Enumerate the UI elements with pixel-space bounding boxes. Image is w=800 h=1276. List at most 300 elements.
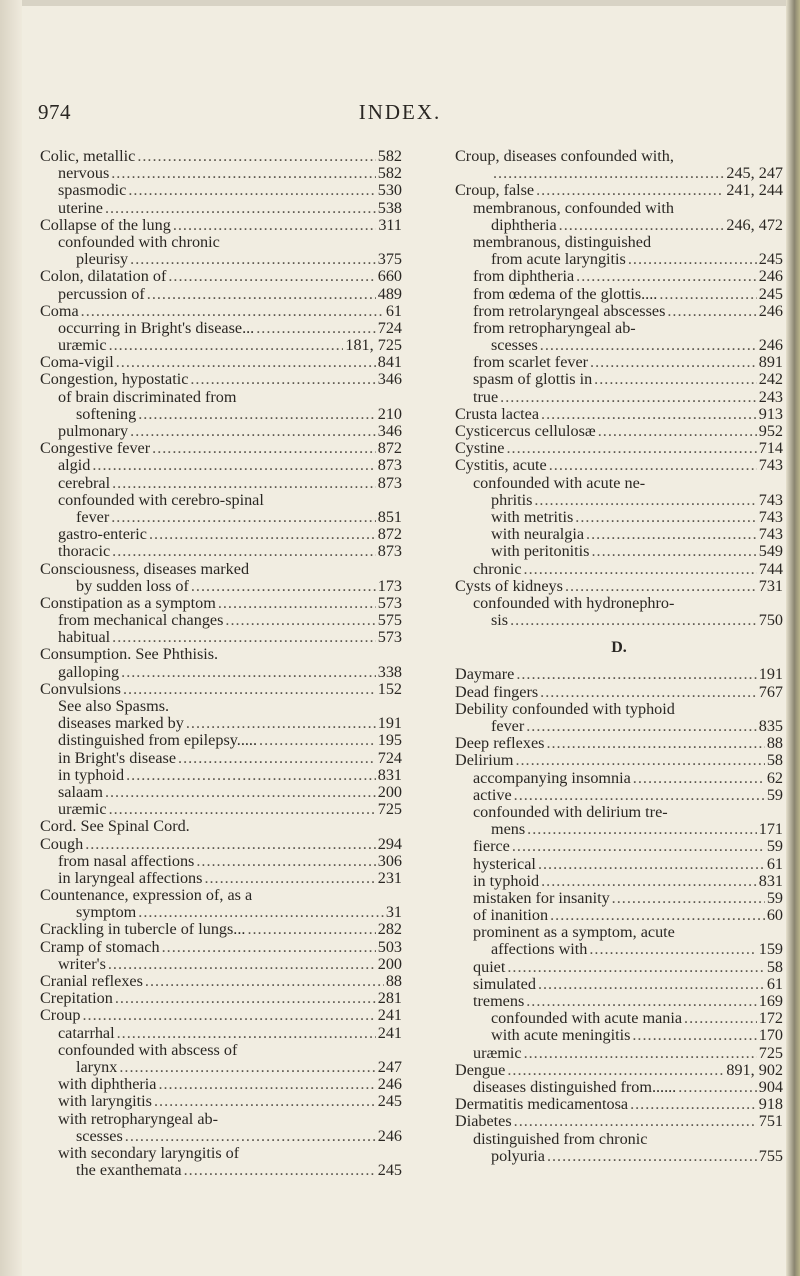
index-entry-text: pleurisy xyxy=(76,250,129,269)
index-entry-page: 306 xyxy=(377,851,402,870)
index-entry-page: 724 xyxy=(377,748,402,767)
leader-dots xyxy=(538,856,765,873)
index-entry-text: occurring in Bright's disease... xyxy=(58,318,255,337)
index-entry-page: 660 xyxy=(377,267,402,286)
index-entry xyxy=(455,941,783,958)
index-entry-text: membranous, confounded with xyxy=(473,198,674,217)
index-entry-page: 872 xyxy=(377,525,402,544)
index-entry xyxy=(455,268,783,285)
leader-dots xyxy=(526,993,756,1010)
index-entry-page: 241 xyxy=(377,1023,402,1042)
leader-dots xyxy=(590,354,757,371)
index-entry-page: 573 xyxy=(377,593,402,612)
index-entry-text: with retropharyngeal ab- xyxy=(58,1109,219,1128)
index-entry xyxy=(40,818,402,835)
index-entry xyxy=(40,732,402,749)
leader-dots xyxy=(547,1148,757,1165)
index-entry xyxy=(40,561,402,578)
index-entry-page: 246 xyxy=(758,301,783,320)
index-entry xyxy=(455,148,783,165)
index-entry-page: 873 xyxy=(377,456,402,475)
right-index-column xyxy=(455,148,783,1165)
leader-dots xyxy=(541,406,757,423)
index-entry-page: 731 xyxy=(758,576,783,595)
index-entry-text: with diphtheria xyxy=(58,1075,157,1094)
index-entry xyxy=(40,887,402,904)
index-entry-text: Cysts of kidneys xyxy=(455,576,563,595)
index-entry xyxy=(40,526,402,543)
index-entry xyxy=(455,1062,783,1079)
index-entry-page: 724 xyxy=(377,318,402,337)
leader-dots xyxy=(500,389,757,406)
leader-dots xyxy=(112,629,376,646)
index-entry-text: fever xyxy=(76,507,110,526)
leader-dots xyxy=(116,354,376,371)
leader-dots xyxy=(510,612,757,629)
index-entry-page: 88 xyxy=(766,734,783,753)
index-entry-page: 191 xyxy=(758,665,783,684)
index-entry-text: cerebral xyxy=(58,473,111,492)
index-entry xyxy=(455,217,783,234)
index-entry-text: affections with xyxy=(491,940,588,959)
index-entry-text: confounded with abscess of xyxy=(58,1040,238,1059)
leader-dots xyxy=(536,182,724,199)
index-entry-text: in typhoid xyxy=(473,871,540,890)
index-entry-page: 231 xyxy=(377,868,402,887)
index-entry-page: 200 xyxy=(377,954,402,973)
leader-dots xyxy=(109,337,344,354)
index-entry xyxy=(40,904,402,921)
index-entry-page: 743 xyxy=(758,525,783,544)
leader-dots xyxy=(112,543,376,560)
index-entry xyxy=(40,784,402,801)
index-entry xyxy=(40,921,402,938)
leader-dots xyxy=(112,475,376,492)
index-entry-text: percussion of xyxy=(58,284,145,303)
index-entry-text: Cysticercus cellulosæ xyxy=(455,422,596,440)
index-entry-text: pulmonary xyxy=(58,422,129,440)
index-entry xyxy=(40,853,402,870)
index-entry-page: 245 xyxy=(377,1161,402,1180)
index-entry-page: 582 xyxy=(377,147,402,165)
index-entry-text: Coma xyxy=(40,301,79,320)
index-entry-page: 62 xyxy=(766,768,783,787)
leader-dots xyxy=(559,217,725,234)
index-entry-text: the exanthemata xyxy=(76,1161,182,1180)
index-entry-page: 891, 902 xyxy=(726,1060,783,1079)
index-entry xyxy=(455,371,783,388)
leader-dots xyxy=(550,907,765,924)
index-entry-page: 346 xyxy=(377,422,402,440)
index-entry xyxy=(455,561,783,578)
index-entry-page: 755 xyxy=(758,1146,783,1165)
index-entry xyxy=(40,698,402,715)
leader-dots xyxy=(527,821,757,838)
index-entry-page: 549 xyxy=(758,542,783,561)
leader-dots xyxy=(598,423,757,440)
index-entry-text: scesses xyxy=(491,336,538,355)
leader-dots xyxy=(549,457,757,474)
index-entry-text: active xyxy=(473,785,512,804)
leader-dots xyxy=(659,286,756,303)
index-entry-text: spasm of glottis in xyxy=(473,370,593,389)
index-entry xyxy=(455,423,783,440)
index-entry xyxy=(40,234,402,251)
index-entry-text: quiet xyxy=(473,957,506,976)
index-entry-text: catarrhal xyxy=(58,1023,115,1042)
index-entry-page: 247 xyxy=(377,1057,402,1076)
index-entry xyxy=(40,200,402,217)
index-entry-page: 241 xyxy=(377,1006,402,1025)
index-entry xyxy=(40,1025,402,1042)
leader-dots xyxy=(589,941,756,958)
leader-dots xyxy=(524,561,757,578)
index-entry xyxy=(455,200,783,217)
index-entry-page: 767 xyxy=(758,682,783,701)
index-entry xyxy=(455,752,783,769)
index-entry-page: 725 xyxy=(377,800,402,819)
index-entry xyxy=(40,406,402,423)
index-entry-text: confounded with chronic xyxy=(58,232,220,251)
index-entry-text: prominent as a symptom, acute xyxy=(473,923,675,942)
index-entry-page: 170 xyxy=(758,1026,783,1045)
index-entry xyxy=(455,821,783,838)
index-entry xyxy=(455,1148,783,1165)
leader-dots xyxy=(138,904,384,921)
index-entry-text: in typhoid xyxy=(58,765,125,784)
leader-dots xyxy=(516,666,756,683)
leader-dots xyxy=(108,956,376,973)
index-entry xyxy=(40,371,402,388)
leader-dots xyxy=(591,543,756,560)
index-entry-text: thoracic xyxy=(58,542,111,561)
index-entry-page: 61 xyxy=(385,301,402,320)
index-entry xyxy=(455,684,783,701)
index-entry-page: 872 xyxy=(377,439,402,458)
leader-dots xyxy=(667,303,756,320)
index-entry-text: with acute meningitis xyxy=(491,1026,631,1045)
index-entry-text: of inanition xyxy=(473,906,549,925)
index-entry-text: Countenance, expression of, as a xyxy=(40,886,253,905)
index-entry xyxy=(455,1045,783,1062)
index-entry-text: Crepitation xyxy=(40,989,113,1008)
leader-dots xyxy=(493,165,724,182)
index-entry-page: 246, 472 xyxy=(726,215,783,234)
index-entry xyxy=(455,492,783,509)
index-entry-page: 835 xyxy=(758,717,783,735)
index-entry-page: 159 xyxy=(758,940,783,959)
index-entry-page: 171 xyxy=(758,820,783,839)
leader-dots xyxy=(576,268,757,285)
index-entry-text: Crackling in tubercle of lungs... xyxy=(40,920,246,939)
index-entry xyxy=(40,1059,402,1076)
index-entry-page: 246 xyxy=(377,1126,402,1145)
index-entry xyxy=(40,767,402,784)
index-entry-text: softening xyxy=(76,404,137,423)
index-entry-page: 191 xyxy=(377,714,402,733)
index-entry xyxy=(455,907,783,924)
index-entry-text: nervous xyxy=(58,164,110,183)
index-entry xyxy=(455,286,783,303)
index-entry xyxy=(40,1162,402,1179)
index-entry xyxy=(40,440,402,457)
leader-dots xyxy=(130,251,376,268)
index-entry-text: uræmic xyxy=(58,336,107,355)
index-entry xyxy=(455,337,783,354)
page-number: 974 xyxy=(38,100,71,124)
leader-dots xyxy=(678,1079,756,1096)
leader-dots xyxy=(152,440,376,457)
index-entry-page: 714 xyxy=(758,439,783,458)
index-entry-text: Diabetes xyxy=(455,1112,512,1131)
index-entry xyxy=(40,303,402,320)
index-entry xyxy=(455,595,783,612)
leader-dots xyxy=(149,526,376,543)
index-entry-text: Croup xyxy=(40,1006,81,1025)
index-entry xyxy=(40,182,402,199)
index-entry-text: Congestive fever xyxy=(40,439,151,458)
index-entry-page: 375 xyxy=(377,250,402,269)
index-entry-page: 904 xyxy=(758,1077,783,1096)
index-entry xyxy=(40,286,402,303)
leader-dots xyxy=(137,148,375,165)
index-entry-page: 61 xyxy=(766,854,783,873)
index-entry xyxy=(40,646,402,663)
index-section-c-continued xyxy=(455,148,783,629)
leader-dots xyxy=(190,371,375,388)
index-entry xyxy=(40,973,402,990)
index-entry xyxy=(455,735,783,752)
leader-dots xyxy=(158,1076,375,1093)
leader-dots xyxy=(147,286,376,303)
index-entry xyxy=(455,526,783,543)
index-entry-page: 831 xyxy=(377,765,402,784)
index-entry-text: of brain discriminated from xyxy=(58,387,237,406)
leader-dots xyxy=(154,1093,376,1110)
index-entry-page: 743 xyxy=(758,490,783,509)
leader-dots xyxy=(178,750,376,767)
index-entry-text: Cough xyxy=(40,834,84,853)
index-entry xyxy=(40,1042,402,1059)
leader-dots xyxy=(247,921,375,938)
leader-dots xyxy=(125,1128,376,1145)
index-entry-text: Croup, false xyxy=(455,181,535,200)
index-entry-page: 245 xyxy=(758,250,783,269)
index-entry xyxy=(40,492,402,509)
index-entry-text: Collapse of the lung xyxy=(40,215,171,234)
index-entry xyxy=(455,320,783,337)
index-entry xyxy=(40,612,402,629)
index-entry-text: galloping xyxy=(58,662,120,681)
leader-dots xyxy=(515,752,764,769)
index-entry-page: 59 xyxy=(766,888,783,907)
index-entry-page: 851 xyxy=(377,507,402,526)
index-entry xyxy=(455,612,783,629)
index-entry-page: 282 xyxy=(377,920,402,939)
page-header xyxy=(30,100,770,130)
index-entry-text: in Bright's disease xyxy=(58,748,177,767)
index-entry-page: 31 xyxy=(385,903,402,922)
leader-dots xyxy=(105,200,376,217)
index-entry xyxy=(40,578,402,595)
index-entry-page: 242 xyxy=(758,370,783,389)
index-entry-text: algid xyxy=(58,456,91,475)
index-entry-text: larynx xyxy=(76,1057,118,1076)
index-entry-text: chronic xyxy=(473,559,522,578)
leader-dots xyxy=(586,526,757,543)
leader-dots xyxy=(111,165,375,182)
index-entry xyxy=(455,666,783,683)
index-entry-page: 873 xyxy=(377,473,402,492)
leader-dots xyxy=(184,1162,376,1179)
index-entry-text: Colon, dilatation of xyxy=(40,267,167,286)
index-entry-page: 751 xyxy=(758,1112,783,1131)
index-entry-page: 831 xyxy=(758,871,783,890)
leader-dots xyxy=(630,1096,757,1113)
index-entry-text: with secondary laryngitis of xyxy=(58,1143,240,1162)
index-entry-page: 873 xyxy=(377,542,402,561)
index-entry-text: Cord. See Spinal Cord. xyxy=(40,817,190,836)
index-entry-text: Coma-vigil xyxy=(40,353,114,372)
leader-dots xyxy=(123,681,376,698)
index-entry-page: 181, 725 xyxy=(345,336,402,355)
index-entry-text: writer's xyxy=(58,954,106,973)
leader-dots xyxy=(162,939,376,956)
index-entry-text: Constipation as a symptom xyxy=(40,593,216,612)
index-section-d xyxy=(455,666,783,1164)
index-entry xyxy=(455,251,783,268)
index-entry-text: phritis xyxy=(491,490,533,509)
index-entry-text: uterine xyxy=(58,198,103,217)
index-entry xyxy=(40,595,402,612)
index-entry xyxy=(40,148,402,165)
index-entry-text: See also Spasms. xyxy=(58,697,170,715)
index-entry-text: Dengue xyxy=(455,1060,506,1079)
index-entry-text: distinguished from chronic xyxy=(473,1129,648,1148)
index-entry-text: tremens xyxy=(473,992,525,1010)
index-entry-page: 246 xyxy=(377,1075,402,1094)
index-entry-text: sis xyxy=(491,611,509,630)
index-entry-page: 743 xyxy=(758,507,783,526)
index-entry xyxy=(455,873,783,890)
index-entry-text: uræmic xyxy=(58,800,107,819)
index-entry xyxy=(455,890,783,907)
index-entry xyxy=(40,457,402,474)
index-entry xyxy=(455,1027,783,1044)
leader-dots xyxy=(85,836,376,853)
index-entry-text: Colic, metallic xyxy=(40,147,136,165)
index-entry-text: distinguished from epilepsy..... xyxy=(58,731,258,750)
index-entry xyxy=(40,475,402,492)
index-entry-text: Delirium xyxy=(455,751,514,770)
index-entry-text: gastro-enteric xyxy=(58,525,147,544)
index-entry-text: from acute laryngitis xyxy=(491,250,626,269)
left-index-column xyxy=(40,148,402,1179)
leader-dots xyxy=(594,371,757,388)
leader-dots xyxy=(121,664,376,681)
index-entry-text: by sudden loss of xyxy=(76,576,189,595)
index-entry xyxy=(455,976,783,993)
index-entry-text: from retropharyngeal ab- xyxy=(473,318,636,337)
leader-dots xyxy=(506,440,756,457)
index-entry-text: Crusta lactea xyxy=(455,404,540,423)
index-entry-text: confounded with acute mania xyxy=(491,1009,683,1028)
index-entry-text: from nasal affections xyxy=(58,851,195,870)
index-entry-text: Dead fingers xyxy=(455,682,539,701)
index-entry xyxy=(455,838,783,855)
leader-dots xyxy=(541,873,757,890)
index-entry xyxy=(455,234,783,251)
index-entry-page: 60 xyxy=(766,906,783,925)
index-entry-page: 538 xyxy=(377,198,402,217)
index-entry xyxy=(40,165,402,182)
index-entry-page: 195 xyxy=(377,731,402,750)
index-entry xyxy=(455,389,783,406)
index-entry-text: Consumption. See Phthisis. xyxy=(40,645,219,664)
index-entry xyxy=(455,787,783,804)
index-entry-text: uræmic xyxy=(473,1043,522,1062)
leader-dots xyxy=(138,406,375,423)
leader-dots xyxy=(130,423,376,440)
leader-dots xyxy=(526,718,756,735)
index-entry xyxy=(455,1131,783,1148)
index-entry xyxy=(40,801,402,818)
index-entry-page: 200 xyxy=(377,782,402,801)
index-entry xyxy=(455,1079,783,1096)
index-entry-text: spasmodic xyxy=(58,181,127,200)
index-entry-page: 246 xyxy=(758,336,783,355)
index-entry-page: 346 xyxy=(377,370,402,389)
index-entry xyxy=(455,182,783,199)
leader-dots xyxy=(259,732,376,749)
leader-dots xyxy=(126,767,376,784)
leader-dots xyxy=(628,251,757,268)
index-entry xyxy=(40,750,402,767)
index-entry-text: confounded with hydronephro- xyxy=(473,593,675,612)
index-entry-text: Debility confounded with typhoid xyxy=(455,699,675,718)
index-entry-page: 61 xyxy=(766,974,783,993)
index-entry xyxy=(455,440,783,457)
running-title: INDEX. xyxy=(358,100,442,124)
index-entry xyxy=(40,423,402,440)
index-entry-page: 58 xyxy=(766,751,783,770)
leader-dots xyxy=(575,509,756,526)
top-edge xyxy=(0,0,800,6)
index-entry xyxy=(455,457,783,474)
index-entry xyxy=(40,1076,402,1093)
index-entry-page: 59 xyxy=(766,785,783,804)
index-entry-page: 582 xyxy=(377,164,402,183)
index-entry-text: membranous, distinguished xyxy=(473,232,652,251)
index-entry xyxy=(455,993,783,1010)
index-entry xyxy=(40,681,402,698)
leader-dots xyxy=(81,303,384,320)
index-entry xyxy=(40,990,402,1007)
index-entry-text: with neuralgia xyxy=(491,525,585,544)
index-entry xyxy=(455,718,783,735)
index-entry-page: 245, 247 xyxy=(726,164,783,183)
index-entry-text: hysterical xyxy=(473,854,536,873)
index-entry-page: 725 xyxy=(758,1043,783,1062)
leader-dots xyxy=(111,509,375,526)
index-entry-page: 245 xyxy=(758,284,783,303)
index-entry-page: 743 xyxy=(758,456,783,475)
leader-dots xyxy=(684,1010,757,1027)
index-entry xyxy=(40,1007,402,1024)
index-entry-text: in laryngeal affections xyxy=(58,868,203,887)
index-entry xyxy=(455,509,783,526)
leader-dots xyxy=(507,1062,724,1079)
